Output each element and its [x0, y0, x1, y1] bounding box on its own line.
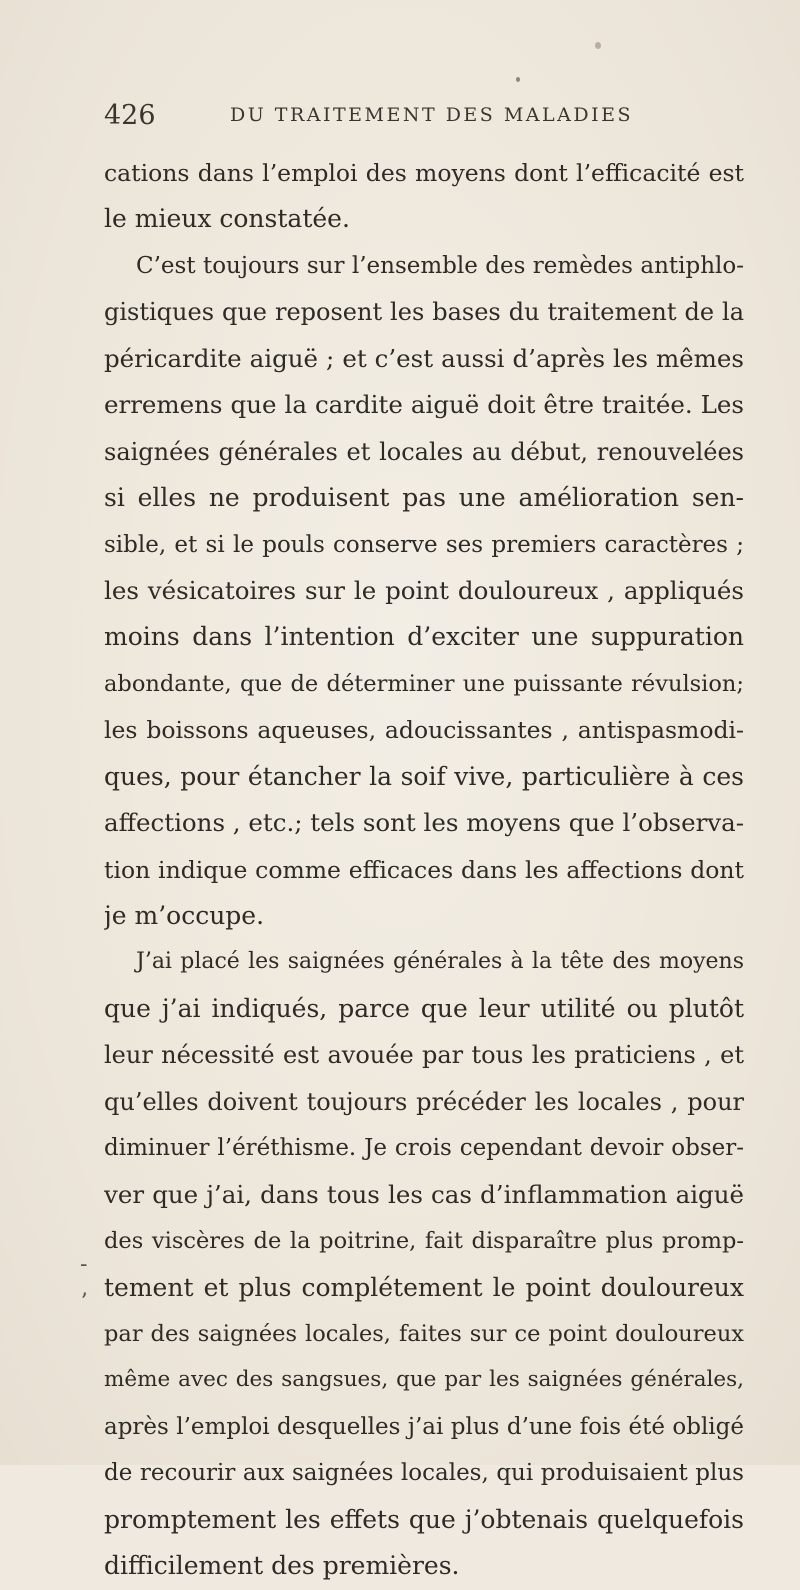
text-line: après l’emploi desquelles j’ai plus d’une fois été obligé: [104, 1413, 744, 1440]
text-line: les vésicatoires sur le point douloureux , appliqués: [104, 575, 744, 605]
text-line: ques, pour étancher la soif vive, particulière à ces: [104, 761, 744, 791]
text-line: par des saignées locales, faites sur ce point douloureux: [104, 1320, 744, 1347]
text-line: diminuer l’éréthisme. Je crois cependant devoir obser-: [104, 1135, 744, 1162]
text-line: promptement les effets que j’obtenais quelquefois: [104, 1504, 744, 1534]
page-number: 426: [104, 100, 156, 131]
text-line: qu’elles doivent toujours précéder les locales , pour: [104, 1087, 744, 1116]
text-line: difficilement des premières.: [104, 1551, 460, 1581]
text-line: péricardite aiguë ; et c’est aussi d’après les mêmes: [104, 343, 744, 373]
page-header: [104, 100, 744, 140]
text-line: que j’ai indiqués, parce que leur utilité ou plutôt: [104, 993, 744, 1023]
text-line: abondante, que de déterminer une puissante révulsion;: [104, 670, 744, 697]
text-line: saignées générales et locales au début, renouvelées: [104, 437, 744, 466]
running-head: DU TRAITEMENT DES MALADIES: [230, 104, 633, 126]
text-line: ver que j’ai, dans tous les cas d’inflammation aiguë: [104, 1179, 744, 1209]
text-line: sible, et si le pouls conserve ses premiers caractères ;: [104, 531, 744, 558]
text-line: erremens que la cardite aiguë doit être traitée. Les: [104, 390, 744, 420]
margin-mark: -: [80, 1252, 88, 1277]
text-line: affections , etc.; tels sont les moyens que l’observa-: [104, 808, 744, 838]
text-line: même avec des sangsues, que par les saignées générales,: [104, 1367, 744, 1393]
text-line: le mieux constatée.: [104, 204, 350, 234]
paper-speck: [516, 77, 520, 82]
paragraph-start-line: C’est toujours sur l’ensemble des remèdes antiphlo-: [136, 252, 744, 279]
paper-speck: [595, 42, 601, 49]
text-line: les boissons aqueuses, adoucissantes , antispasmodi-: [104, 716, 744, 745]
text-line: leur nécessité est avouée par tous les praticiens , et: [104, 1041, 744, 1070]
text-line: moins dans l’intention d’exciter une suppuration: [104, 622, 744, 652]
text-line: cations dans l’emploi des moyens dont l’efficacité est: [104, 159, 744, 187]
text-line: tement et plus complétement le point douloureux: [104, 1272, 744, 1302]
text-line: si elles ne produisent pas une amélioration sen-: [104, 483, 744, 513]
text-line: gistiques que reposent les bases du traitement de la: [104, 298, 744, 327]
text-line: je m’occupe.: [104, 901, 265, 930]
body-text: [104, 150, 744, 1590]
margin-mark: ʼ: [80, 1290, 87, 1315]
text-line: des viscères de la poitrine, fait disparaître plus promp-: [104, 1228, 744, 1255]
paragraph-start-line: J’ai placé les saignées générales à la tête des moyens: [136, 949, 744, 975]
text-line: de recourir aux saignées locales, qui produisaient plus: [104, 1460, 744, 1487]
text-line: tion indique comme efficaces dans les affections dont: [104, 855, 744, 884]
